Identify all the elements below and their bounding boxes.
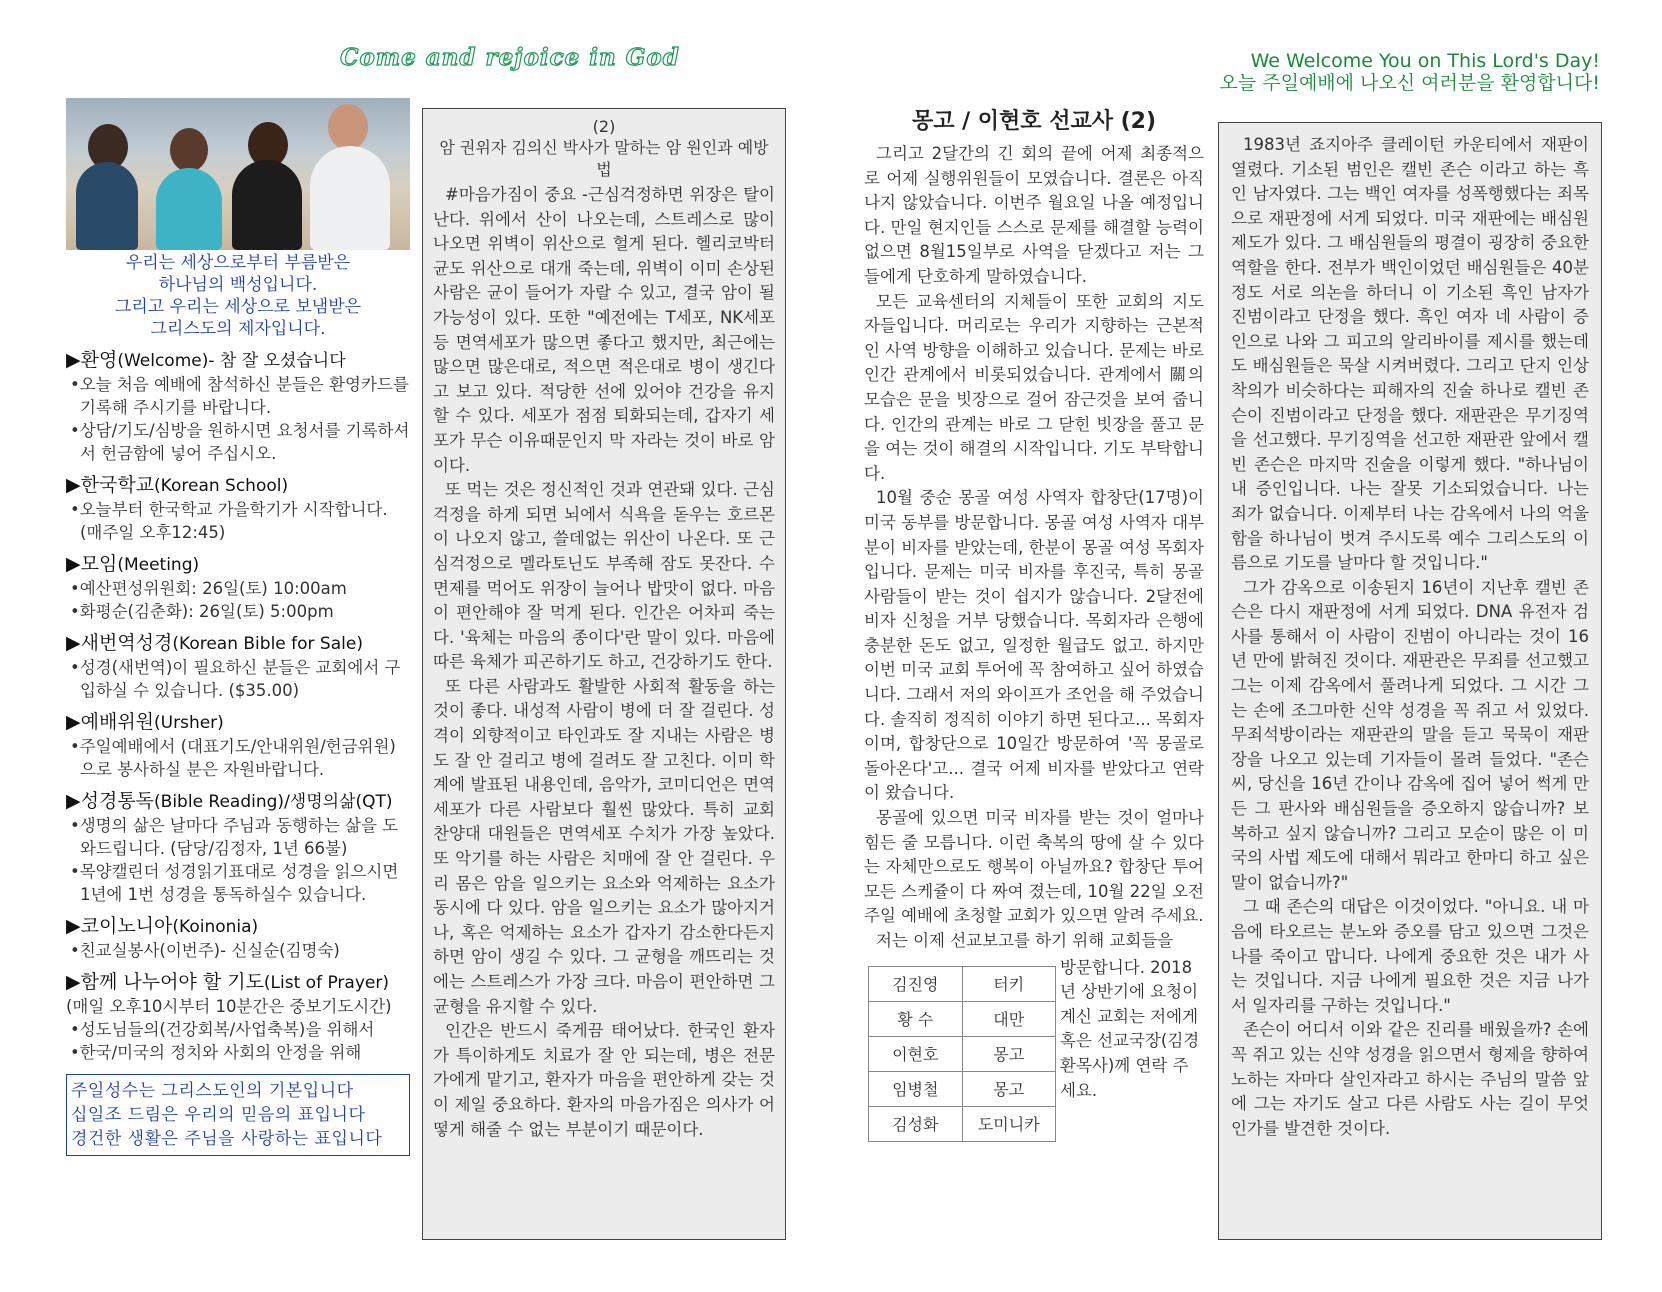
list-item: •생명의 삶은 날마다 주님과 동행하는 삶을 도와드립니다. (담당/김정자, 1년 66불) bbox=[70, 816, 399, 858]
cancer-article-box bbox=[422, 108, 786, 1240]
faith-motto-box: 주일성수는 그리스도인의 기본입니다 십일조 드림은 우리의 믿음의 표입니다 경건한 생활은 주님을 사랑하는 표입니다 bbox=[66, 1074, 410, 1156]
section-bible-sale: ▶새번역성경(Korean Bible for Sale) •성경(새번역)이 필요하신 분들은 교회에서 구입하실 수 있습니다. ($35.00) bbox=[66, 631, 410, 702]
list-item: •오늘 처음 예배에 참석하신 분들은 환영카드를 기록해 주시기를 바랍니다. bbox=[70, 375, 409, 417]
mission-report-column bbox=[864, 108, 1204, 1142]
report-paragraph: 몽골에 있으면 미국 비자를 받는 것이 얼마나 힘든 줄 모릅니다. 이런 축복의 땅에 살 수 있다는 자체만으로도 행복이 아닐까요? 합창단 투어 모든 스케쥴이 다 짜여 졌는데, 10월 22일 오전 주일 예배에 초청할 교회가 있으면 알려 주세요. bbox=[864, 808, 1204, 926]
story-article-box bbox=[1218, 122, 1602, 1240]
prayer-note: (매일 오후10시부터 10분간은 중보기도시간) bbox=[66, 997, 392, 1016]
report-closing-text: 방문합니다. 2018년 상반기에 요청이 계신 교회는 저에게 혹은 선교국장(김경환목사)께 연락 주세요. bbox=[1060, 957, 1200, 1100]
section-bible-reading: ▶성경통독(Bible Reading)/생명의삶(QT) •생명의 삶은 날마다 주님과 동행하는 삶을 도와드립니다. (담당/김정자, 1년 66불) •목양캘린더 성경읽기표대로 성경을 읽으시면 1년에 1번 성경을 통독하실수 있습니다. bbox=[66, 789, 410, 906]
story-paragraph: 그가 감옥으로 이송된지 16년이 지난후 캘빈 존슨은 다시 재판정에 서게 되었다. DNA 유전자 검사를 통해서 이 사람이 진범이 아니라는 것이 16년 만에 밝혀진 것이다. 재판관은 무죄를 선고했고 그는 이제 감옥에서 풀려나게 되었다. 그 시간 그는 손에 조그마한 신약 성경을 꼭 쥐고 서 있었다. 무죄석방이라는 재판관의 말을 듣고 묵묵이 재판장을 나오고 있는데 기자들이 몰려 들었다. "존슨 씨, 당신을 16년 간이나 감옥에 집어 넣어 썩게 만든 그 판사와 배심원들을 증오하지 않습니까? 보복하고 싶지 않습니까? 그리고 모순이 많은 이 미국의 사법 제도에 대해서 뭐라고 한마디 하고 싶은 말이 없습니까?" bbox=[1231, 577, 1589, 892]
mission-report-title: 몽고 / 이현호 선교사 (2) bbox=[911, 109, 1157, 134]
article-paragraph: 또 다른 사람과도 활발한 사회적 활동을 하는 것이 좋다. 내성적 사람이 병에 더 잘 걸린다. 성격이 외향적이고 타인과도 잘 지내는 사람은 병도 잘 안 걸리고 병에 걸려도 잘 고친다. 이미 학계에 발표된 내용인데, 음악가, 코미디언은 면역세포가 다른 사람보다 훨씬 많았다. 특히 교회 찬양대 대원들은 면역세포 수치가 가장 높았다. 또 악기를 하는 사람은 치매에 잘 안 걸린다. 우리 몸은 암을 일으키는 요소와 억제하는 요소가 동시에 다 있다. 암을 일으키는 요소가 많아지거나, 혹은 억제하는 요소가 갑자기 감소한다든지 하면 암이 생길 수 있다. 그 균형을 깨뜨리는 것에는 스트레스가 가장 크다. 마음이 편안하면 그 균형을 유지할 수 있다. bbox=[433, 676, 775, 1016]
announcements-column bbox=[66, 98, 410, 1156]
list-item: •한국/미국의 정치와 사회의 안정을 위해 bbox=[70, 1043, 362, 1062]
article-paragraph: #마음가짐이 중요 -근심걱정하면 위장은 탈이 난다. 위에서 산이 나오는데, 스트레스로 많이 나오면 위벽이 위산으로 헐게 된다. 헬리코박터 균도 위산으로 대개 죽는데, 위벽이 이미 손상된 사람은 균이 들어가 자랄 수 있고, 결국 암이 될 가능성이 있다. 또한 "예전에는 T세포, NK세포 등 면역세포가 많으면 좋다고 했지만, 최근에는 많으면 많은대로, 적으면 적은대로 병이 생긴다고 보고 있다. 적당한 선에 있어야 건강을 유지할 수 있다. 세포가 점점 퇴화되는데, 갑자기 세포가 무슨 이유때문인지 막 자라는 것이 바로 암이다. bbox=[433, 185, 775, 475]
table-row: 임병철 몽고 bbox=[869, 1071, 1056, 1106]
section-koinonia: ▶코이노니아(Koinonia) •친교실봉사(이번주)- 신실순(김명숙) bbox=[66, 914, 410, 962]
story-paragraph: 존슨이 어디서 이와 같은 진리를 배웠을까? 손에 꼭 쥐고 있는 신약 성경을 읽으면서 형제을 향하여 노하는 자마다 살인자라고 하시는 주님의 말씀 앞에 그는 자기도 살고 다른 사람도 사는 길이 무엇인가를 발견한 것이다. bbox=[1231, 1020, 1589, 1138]
report-paragraph: 모든 교육센터의 지체들이 또한 교회의 지도자들입니다. 머리로는 우리가 지향하는 근본적인 사역 방향을 이해하고 있습니다. 문제는 바로 인간 관계에서 비롯되었습니다. 관계에서 關의 모습은 문을 빗장으로 걸어 잠근것을 보여 줍니다. 인간의 관계는 바로 그 닫힌 빗장을 풀고 문을 여는 것이 해결의 시작입니다. 기도 부탁합니다. bbox=[864, 291, 1204, 483]
welcome-english: We Welcome You on This Lord's Day! bbox=[1250, 50, 1600, 72]
section-korean-school: ▶한국학교(Korean School) •오늘부터 한국학교 가을학기가 시작합니다. (매주일 오후12:45) bbox=[66, 473, 410, 544]
story-paragraph: 1983년 죠지아주 클레이턴 카운티에서 재판이 열렸다. 기소된 범인은 캘빈 존슨 이라고 하는 흑인 남자였다. 그는 백인 여자를 성폭행했다는 죄목으로 재판정에 서게 되었다. 미국 재판에는 배심원 제도가 있다. 그 배심원들의 평결이 굉장히 중요한 역할을 한다. 전부가 백인이었던 배심원들은 40분정도 서로 의논을 하더니 이 기소된 흑인 남자가 진범이라고 단정을 했다. 흑인 여자 네 사람이 증인으로 나와 그 피고의 알리바이를 제시를 했는데도 배심원들은 묵살 시켜버렸다. 그리고 단지 인상착의가 비슷하다는 피해자의 진술 하나로 캘빈 존슨이 진범이라고 단정을 했다. 재판관은 무기징역을 선고했다. 무기징역을 선고한 재판관 앞에서 캘빈 존슨은 마지막 진술을 이렇게 했다. "하나님이 내 증인입니다. 나는 잘못 기소되었습니다. 나는 죄가 없습니다. 이제부터 나는 감옥에서 나의 억울함을 하나님이 벗겨 주시도록 예수 그리스도의 이름으로 기도를 날마다 할 것입니다." bbox=[1231, 135, 1589, 573]
article-paragraph: 인간은 반드시 죽게끔 태어났다. 한국인 환자가 특이하게도 치료가 잘 안 되는데, 병은 전문가에게 맡기고, 환자가 마음을 편안하게 갖는 것이 제일 중요하다. 환자의 마음가짐은 의사가 어떻게 해줄 수 없는 부분이기 때문이다. bbox=[433, 1021, 775, 1139]
table-row: 황 수 대만 bbox=[869, 1001, 1056, 1036]
list-item: •상담/기도/심방을 원하시면 요청서를 기록하셔서 헌금함에 넣어 주십시오. bbox=[70, 421, 410, 463]
list-item: •오늘부터 한국학교 가을학기가 시작합니다. (매주일 오후12:45) bbox=[70, 500, 388, 542]
report-paragraph: 저는 이제 선교보고를 하기 위해 교회들을 bbox=[876, 931, 1174, 950]
photo-caption: 우리는 세상으로부터 부름받은 하나님의 백성입니다. 그리고 우리는 세상으로 보냄받은 그리스도의 제자입니다. bbox=[114, 253, 362, 339]
list-item: •주일예배에서 (대표기도/안내위원/헌금위원)으로 봉사하실 분은 자원바랍니다. bbox=[70, 737, 396, 779]
list-item: •친교실봉사(이번주)- 신실순(김명숙) bbox=[70, 941, 340, 960]
section-meeting: ▶모임(Meeting) •예산편성위원회: 26일(토) 10:00am •화평순(김춘화): 26일(토) 5:00pm bbox=[66, 552, 410, 623]
table-row: 김진영 터키 bbox=[869, 966, 1056, 1001]
header-welcome bbox=[1080, 50, 1600, 94]
section-usher: ▶예배위원(Ursher) •주일예배에서 (대표기도/안내위원/헌금위원)으로 봉사하실 분은 자원바랍니다. bbox=[66, 710, 410, 781]
article-paragraph: 또 먹는 것은 정신적인 것과 연관돼 있다. 근심걱정을 하게 되면 뇌에서 식욕을 돋우는 호르몬이 나오지 않고, 쓸데없는 위산이 나온다. 또 근심걱정으로 멜라토닌도 부족해 잠도 못잔다. 수면제를 먹어도 위장이 늘어나 밥맛이 없다. 마음이 편안해야 잘 먹게 된다. 인간은 어차피 죽는다. '육체는 마음의 종이다'란 말이 있다. 마음에 따른 육체가 피곤하기도 하고, 건강하기도 한다. bbox=[433, 480, 775, 672]
group-photo bbox=[66, 98, 410, 250]
section-welcome: ▶환영(Welcome)- 참 잘 오셨습니다 •오늘 처음 예배에 참석하신 분들은 환영카드를 기록해 주시기를 바랍니다. •상담/기도/심방을 원하시면 요청서를 기록하셔서 헌금함에 넣어 주십시오. bbox=[66, 349, 410, 463]
list-item: •화평순(김춘화): 26일(토) 5:00pm bbox=[70, 602, 334, 621]
story-paragraph: 그 때 존슨의 대답은 이것이었다. "아니요. 내 마음에 타오르는 분노와 증오를 담고 있으면 그것은 나를 죽이고 맙니다. 나에게 중요한 것은 내가 사는 것입니다. 지금 나에게 필요한 것은 지금 나가서 일자리를 구하는 것입니다." bbox=[1231, 897, 1589, 1015]
list-item: •성도님들의(건강회복/사업축복)을 위해서 bbox=[70, 1020, 375, 1039]
list-item: •예산편성위원회: 26일(토) 10:00am bbox=[70, 579, 347, 598]
report-paragraph: 10월 중순 몽골 여성 사역자 합창단(17명)이 미국 동부를 방문합니다. 몽골 여성 사역자 대부분이 비자를 받았는데, 한분이 몽골 여성 목회자입니다. 문제는 미국 비자를 후진국, 특히 몽골 사람들이 받는 것이 쉽지가 않습니다. 2달전에 비자 신청을 거부 당했습니다. 목회자라 은행에 충분한 돈도 없고, 일정한 월급도 없고. 하지만 이번 미국 교회 투어에 꼭 참여하고 싶어 하였습니다. 그래서 저의 와이프가 조언을 해 주었습니다. 솔직히 정직히 이야기 하면 된다고... 목회자이며, 합창단으로 10일간 방문하여 '꼭 몽골로 돌아온다'고... 결국 어제 비자를 받았다고 연락이 왔습니다. bbox=[864, 488, 1204, 803]
missionary-table bbox=[868, 966, 1056, 1142]
section-prayer: ▶함께 나누어야 할 기도(List of Prayer) (매일 오후10시부터 10분간은 중보기도시간) •성도님들의(건강회복/사업축복)을 위해서 •한국/미국의 정치와 사회의 안정을 위해 bbox=[66, 970, 410, 1064]
welcome-korean: 오늘 주일예배에 나오신 여러분을 환영합니다! bbox=[1219, 72, 1600, 94]
list-item: •목양캘린더 성경읽기표대로 성경을 읽으시면 1년에 1번 성경을 통독하실수 있습니다. bbox=[70, 862, 399, 904]
report-paragraph: 그리고 2달간의 긴 회의 끝에 어제 최종적으로 어제 실행위원들이 모였습니다. 결론은 아직 나지 않았습니다. 이번주 월요일 나올 예정입니다. 만일 현지인들 스스로 문제를 해결할 능력이 없으면 8월15일부로 사역을 닫겠다고 저는 그들에게 단호하게 말하였습니다. bbox=[864, 144, 1204, 286]
table-row: 이현호 몽고 bbox=[869, 1036, 1056, 1071]
list-item: •성경(새번역)이 필요하신 분들은 교회에서 구입하실 수 있습니다. ($35.00) bbox=[70, 658, 401, 700]
header-motto: Come and rejoice in God bbox=[340, 44, 680, 71]
article-subtitle: 암 권위자 김의신 박사가 말하는 암 원인과 예방법 bbox=[439, 138, 769, 179]
article-number: (2) bbox=[592, 117, 616, 136]
table-row: 김성화 도미니카 bbox=[869, 1106, 1056, 1141]
